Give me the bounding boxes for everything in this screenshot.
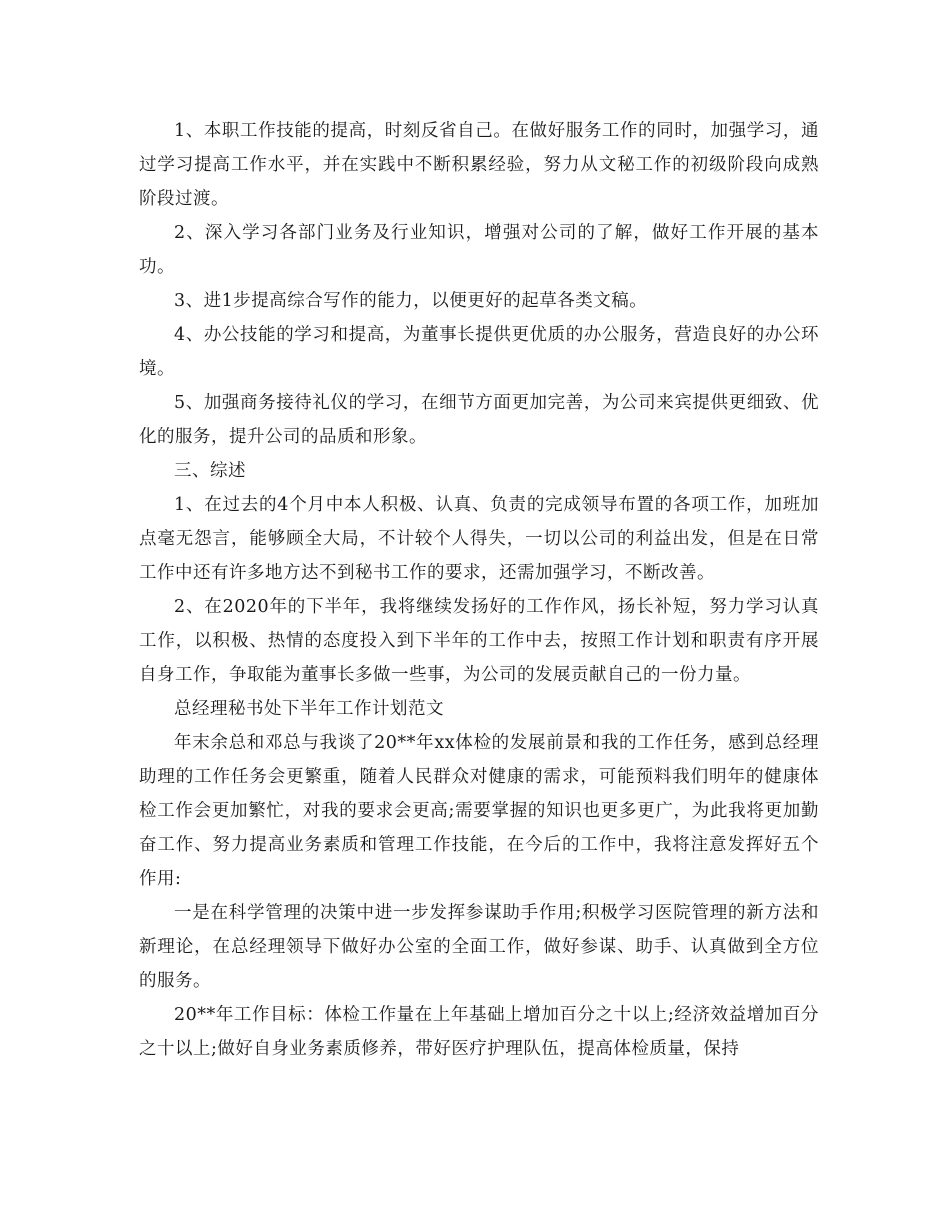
paragraph-industry-knowledge: 2、深入学习各部门业务及行业知识，增强对公司的了解，做好工作开展的基本功。 [139, 223, 819, 277]
paragraph-work-goals: 20**年工作目标：体检工作量在上年基础上增加百分之十以上;经济效益增加百分之十以上;做好自身业务素质修养，带好医疗护理队伍，提高体检质量，保持 [139, 1005, 819, 1059]
section-heading-summary: 三、综述 [174, 461, 246, 481]
document-body [139, 114, 819, 1066]
paragraph-writing-ability: 3、进1步提高综合写作的能力，以便更好的起草各类文稿。 [174, 291, 648, 311]
paragraph-role-one: 一是在科学管理的决策中进一步发挥参谋助手作用;积极学习医院管理的新方法和新理论，在总经理领导下做好办公室的全面工作，做好参谋、助手、认真做到全方位的服务。 [139, 903, 819, 991]
paragraph-office-skills: 4、办公技能的学习和提高，为董事长提供更优质的办公服务，营造良好的办公环境。 [139, 325, 819, 379]
paragraph-summary-past: 1、在过去的4个月中本人积极、认真、负责的完成领导布置的各项工作，加班加点毫无怨言，能够顾全大局，不计较个人得失，一切以公司的利益出发，但是在日常工作中还有许多地方达不到秘书工作的要求，还需加强学习，不断改善。 [139, 495, 819, 583]
paragraph-summary-plan: 2、在2020年的下半年，我将继续发扬好的工作作风，扬长补短，努力学习认真工作，以积极、热情的态度投入到下半年的工作中去，按照工作计划和职责有序开展自身工作，争取能为董事长多做一些事，为公司的发展贡献自己的一份力量。 [139, 597, 819, 685]
paragraph-skill-improvement: 1、本职工作技能的提高，时刻反省自己。在做好服务工作的同时，加强学习，通过学习提高工作水平，并在实践中不断积累经验，努力从文秘工作的初级阶段向成熟阶段过渡。 [139, 121, 819, 209]
paragraph-reception-etiquette: 5、加强商务接待礼仪的学习，在细节方面更加完善，为公司来宾提供更细致、优化的服务，提升公司的品质和形象。 [139, 393, 819, 447]
document-subtitle: 总经理秘书处下半年工作计划范文 [174, 699, 444, 719]
paragraph-year-end-talk: 年末余总和邓总与我谈了20**年xx体检的发展前景和我的工作任务，感到总经理助理的工作任务会更繁重，随着人民群众对健康的需求，可能预料我们明年的健康体检工作会更加繁忙，对我的要求会更高;需要掌握的知识也更多更广，为此我将更加勤奋工作、努力提高业务素质和管理工作技能，在今后的工作中，我将注意发挥好五个作用: [139, 733, 819, 889]
